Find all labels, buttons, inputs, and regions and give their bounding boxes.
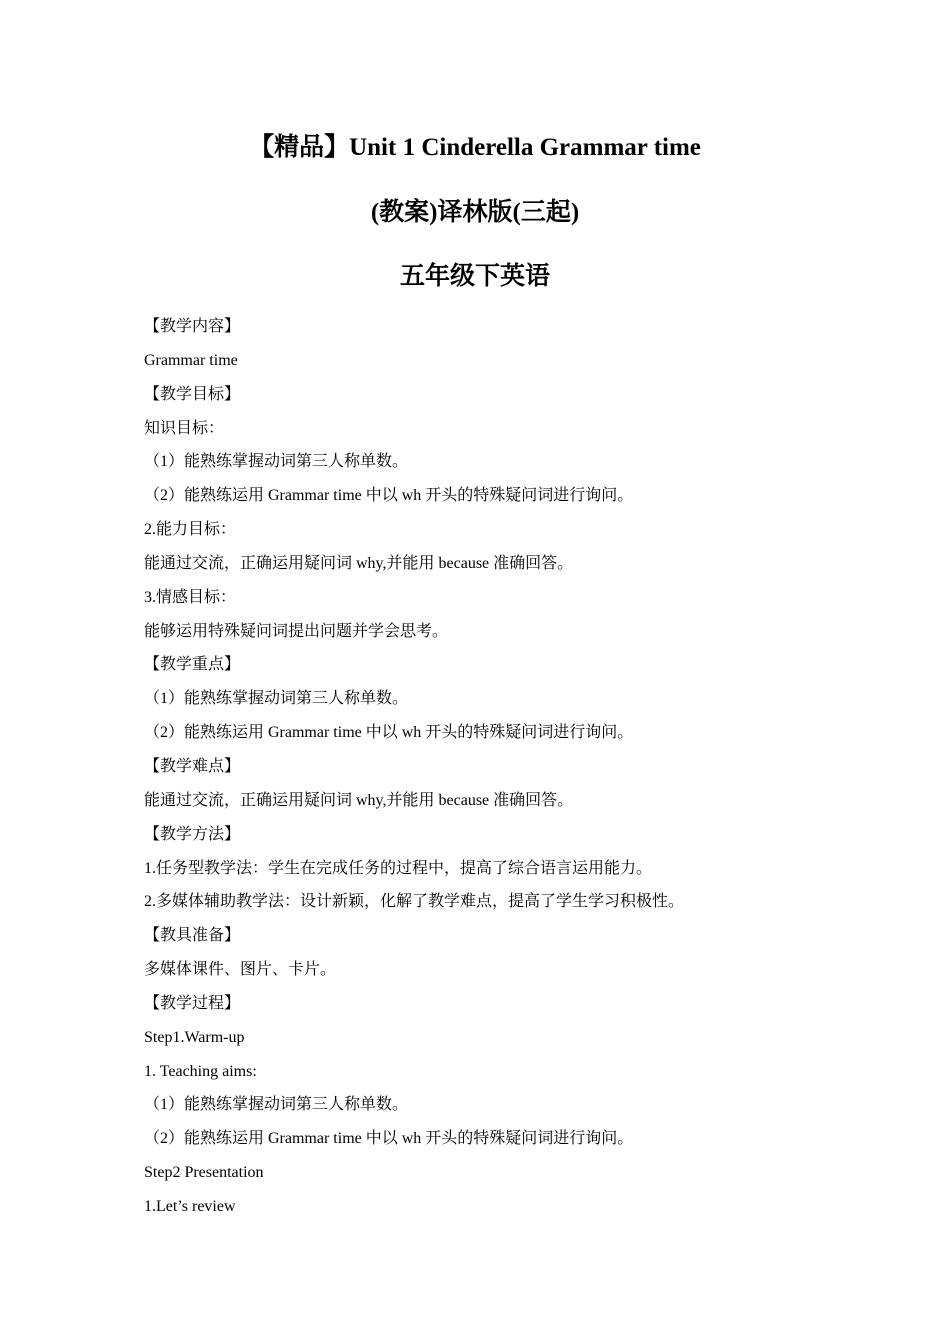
section-heading-key-points: 【教学重点】: [144, 656, 241, 674]
paragraph: （1）能熟练掌握动词第三人称单数。: [144, 453, 409, 471]
document-title-line-2: (教案)译林版(三起): [370, 199, 580, 226]
paragraph: 2.能力目标：: [144, 521, 237, 539]
section-heading-methods: 【教学方法】: [144, 825, 241, 843]
section-heading-objectives: 【教学目标】: [144, 385, 241, 403]
section-heading-content: 【教学内容】: [144, 318, 241, 335]
paragraph: 能通过交流，正确运用疑问词 why,并能用 because 准确回答。: [144, 791, 574, 809]
paragraph: Grammar time: [144, 351, 238, 369]
paragraph: 1. Teaching aims:: [144, 1062, 257, 1080]
paragraph: （2）能熟练运用 Grammar time 中以 wh 开头的特殊疑问词进行询问。: [144, 724, 634, 742]
paragraph: 1.Let’s review: [144, 1197, 236, 1215]
document-title-line-3: 五年级下英语: [399, 263, 550, 290]
document-body: [144, 314, 844, 1228]
document-title-line-1: 【精品】Unit 1 Cinderella Grammar time: [249, 134, 701, 161]
paragraph: 3.情感目标：: [144, 588, 237, 606]
paragraph: （2）能熟练运用 Grammar time 中以 wh 开头的特殊疑问词进行询问。: [144, 1130, 634, 1148]
paragraph: Step1.Warm-up: [144, 1028, 245, 1046]
paragraph: （1）能熟练掌握动词第三人称单数。: [144, 690, 409, 708]
paragraph: （2）能熟练运用 Grammar time 中以 wh 开头的特殊疑问词进行询问。: [144, 487, 634, 505]
paragraph: 知识目标：: [144, 419, 225, 437]
paragraph: 1.任务型教学法：学生在完成任务的过程中，提高了综合语言运用能力。: [144, 859, 653, 877]
section-heading-process: 【教学过程】: [144, 994, 241, 1012]
paragraph: 2.多媒体辅助教学法：设计新颖，化解了教学难点，提高了学生学习积极性。: [144, 893, 685, 911]
section-heading-difficulties: 【教学难点】: [144, 757, 241, 775]
paragraph: 能通过交流，正确运用疑问词 why,并能用 because 准确回答。: [144, 554, 574, 572]
paragraph: Step2 Presentation: [144, 1164, 264, 1182]
paragraph: 多媒体课件、图片、卡片。: [144, 961, 337, 979]
paragraph: 能够运用特殊疑问词提出问题并学会思考。: [144, 622, 449, 640]
paragraph: （1）能熟练掌握动词第三人称单数。: [144, 1096, 409, 1114]
section-heading-materials: 【教具准备】: [144, 927, 241, 945]
